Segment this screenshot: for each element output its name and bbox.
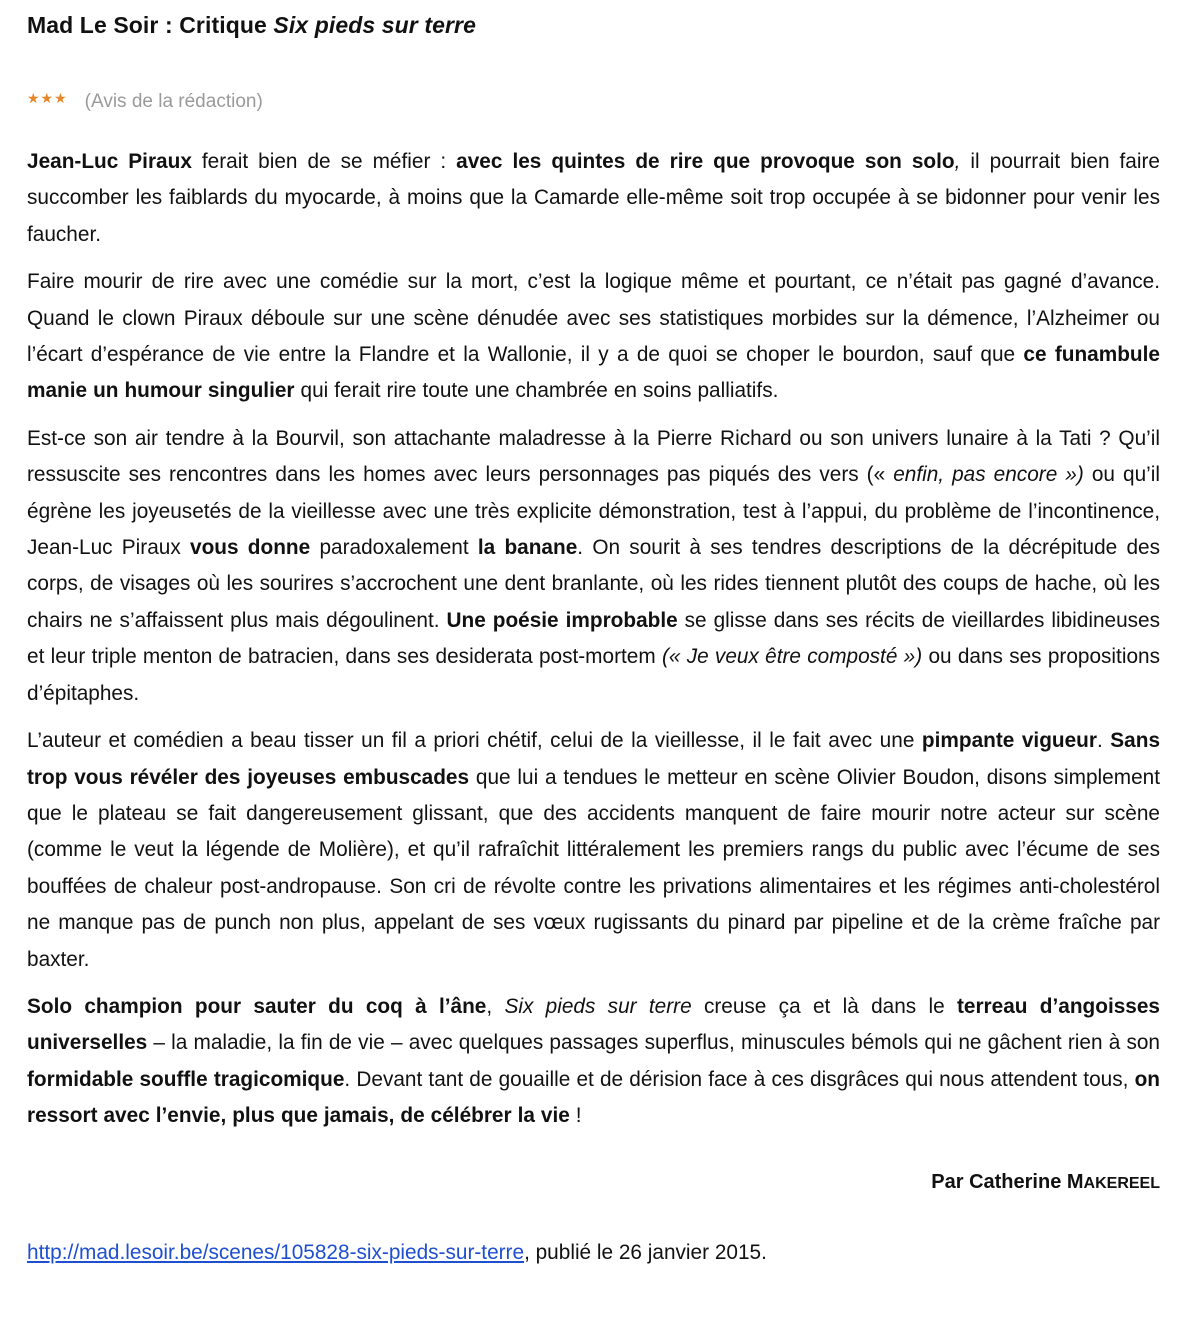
text-run: terreau d’angoisses universelles <box>27 994 1160 1055</box>
text-run: que lui a tendues le metteur en scène Olivier Boudon, disons simplement que le plateau se fait dangereusement glissant, que des accidents manquent de faire mourir notre acteur sur scène (comme le veut la légende de Molière), et qu’il rafraîchit littéralement les premiers rangs du public avec l’écume de ses bouffées de chaleur post-andropause. Son cri de révolte contre les privations alimentaires et les régimes anti-cholestérol ne manque pas de punch non plus, appelant de ses vœux rugissants du pinard par pipeline et de la crème fraîche par baxter. <box>27 765 1160 971</box>
text-run: la banane <box>477 536 578 560</box>
text-run: Faire mourir de rire avec une comédie sur la mort, c’est la logique même et pourtant, ce n’était pas gagné d’avance. Quand le clown Piraux déboule sur une scène dénudée avec ses statistiques morbides sur la démence, l’Alzheimer ou l’écart d’espérance de vie entre la Flandre et la Wallonie, il y a de quoi se choper le bourdon, sauf que <box>27 270 1160 367</box>
text-run: paradoxalement <box>310 536 478 560</box>
text-run: , <box>486 994 505 1018</box>
text-run: Est-ce son air tendre à la Bourvil, son attachante maladresse à la Pierre Richard ou son univers lunaire à la Tati ? Qu’il ressuscite ses rencontres dans les homes avec leurs personnages pas piqués des vers (« <box>27 426 1160 487</box>
text-run: formidable souffle tragicomique <box>27 1067 345 1091</box>
title-show-name: Six pieds sur terre <box>273 12 476 38</box>
text-run: . <box>1096 729 1111 753</box>
text-run: enfin, pas encore ») <box>893 463 1084 487</box>
source-date: , publié le 26 janvier 2015. <box>524 1240 767 1264</box>
text-run: ou qu’il égrène les joyeusetés de la vieillesse avec une très explicite démonstration, test à l’appui, du problème de l’incontinence, Jean-Luc Piraux <box>27 463 1160 560</box>
paragraph-4 <box>27 723 1160 978</box>
source-link[interactable]: http://mad.lesoir.be/scenes/105828-six-pieds-sur-terre <box>27 1240 525 1264</box>
page-title <box>27 8 1160 42</box>
signature-surname-initial: M <box>1066 1170 1084 1193</box>
text-run: ferait bien de se méfier : <box>191 150 457 173</box>
text-run: Jean-Luc Piraux <box>27 150 192 173</box>
text-run: ou dans ses propositions d’épitaphes. <box>27 645 1160 705</box>
text-run: qui ferait rire toute une chambrée en soins palliatifs. <box>294 379 779 403</box>
text-run: Sans trop vous révéler des joyeuses embuscades <box>27 729 1161 789</box>
text-run: – la maladie, la fin de vie – avec quelques passages superflus, minuscules bémols qui ne gâchent rien à son <box>147 1031 1160 1055</box>
text-run: L’auteur et comédien a beau tisser un fil a priori chétif, celui de la vieillesse, il le fait avec une <box>27 729 922 753</box>
paragraph-2 <box>27 264 1160 410</box>
rating-row <box>27 88 1160 116</box>
title-prefix: Mad Le Soir : Critique <box>27 12 274 38</box>
text-run: pimpante vigueur <box>921 729 1097 753</box>
text-run: . On sourit à ses tendres descriptions de la décrépitude des corps, de visages où les sourires s’accrochent une dent branlante, où les rides tiennent plutôt des coups de hache, où les chairs ne s’affaissent plus mais dégoulinent. <box>27 536 1160 632</box>
rating-label: (Avis de la rédaction) <box>84 91 263 112</box>
star-rating-icon: ★★★ <box>27 89 68 106</box>
text-run: . Devant tant de gouaille et de dérision face à ces disgrâces qui nous attendent tous, <box>344 1067 1135 1091</box>
article-body <box>27 144 1160 1135</box>
text-run: Une poésie improbable <box>446 608 678 632</box>
paragraph-1 <box>27 144 1160 253</box>
paragraph-5 <box>27 989 1160 1135</box>
text-run: avec les quintes de rire que provoque son solo <box>456 150 955 173</box>
text-run: ! <box>569 1104 582 1128</box>
text-run: ce funambule manie un humour singulier <box>27 343 1160 403</box>
text-run: il pourrait bien faire succomber les faiblards du myocarde, à moins que la Camarde elle-même soit trop occupée à se bidonner pour venir les faucher. <box>27 150 1160 246</box>
text-run: Solo champion pour sauter du coq à l’âne <box>27 994 487 1018</box>
text-run: , <box>954 150 961 173</box>
text-run: se glisse dans ses récits de vieillardes libidineuses et leur triple menton de batracien, dans ses desiderata post-mortem <box>27 608 1161 669</box>
text-run: vous donne <box>190 536 311 560</box>
text-run: (« Je veux être composté ») <box>661 645 923 669</box>
paragraph-3 <box>27 421 1160 712</box>
signature-surname-rest: AKEREEL <box>1083 1174 1160 1192</box>
text-run: Six pieds sur terre <box>504 994 692 1018</box>
text-run: creuse ça et là dans le <box>691 994 957 1018</box>
author-signature <box>27 1167 1160 1199</box>
source-line <box>27 1237 1160 1269</box>
text-run: on ressort avec l’envie, plus que jamais, de célébrer la vie <box>27 1067 1160 1128</box>
signature-prefix: Par Catherine <box>931 1170 1067 1193</box>
